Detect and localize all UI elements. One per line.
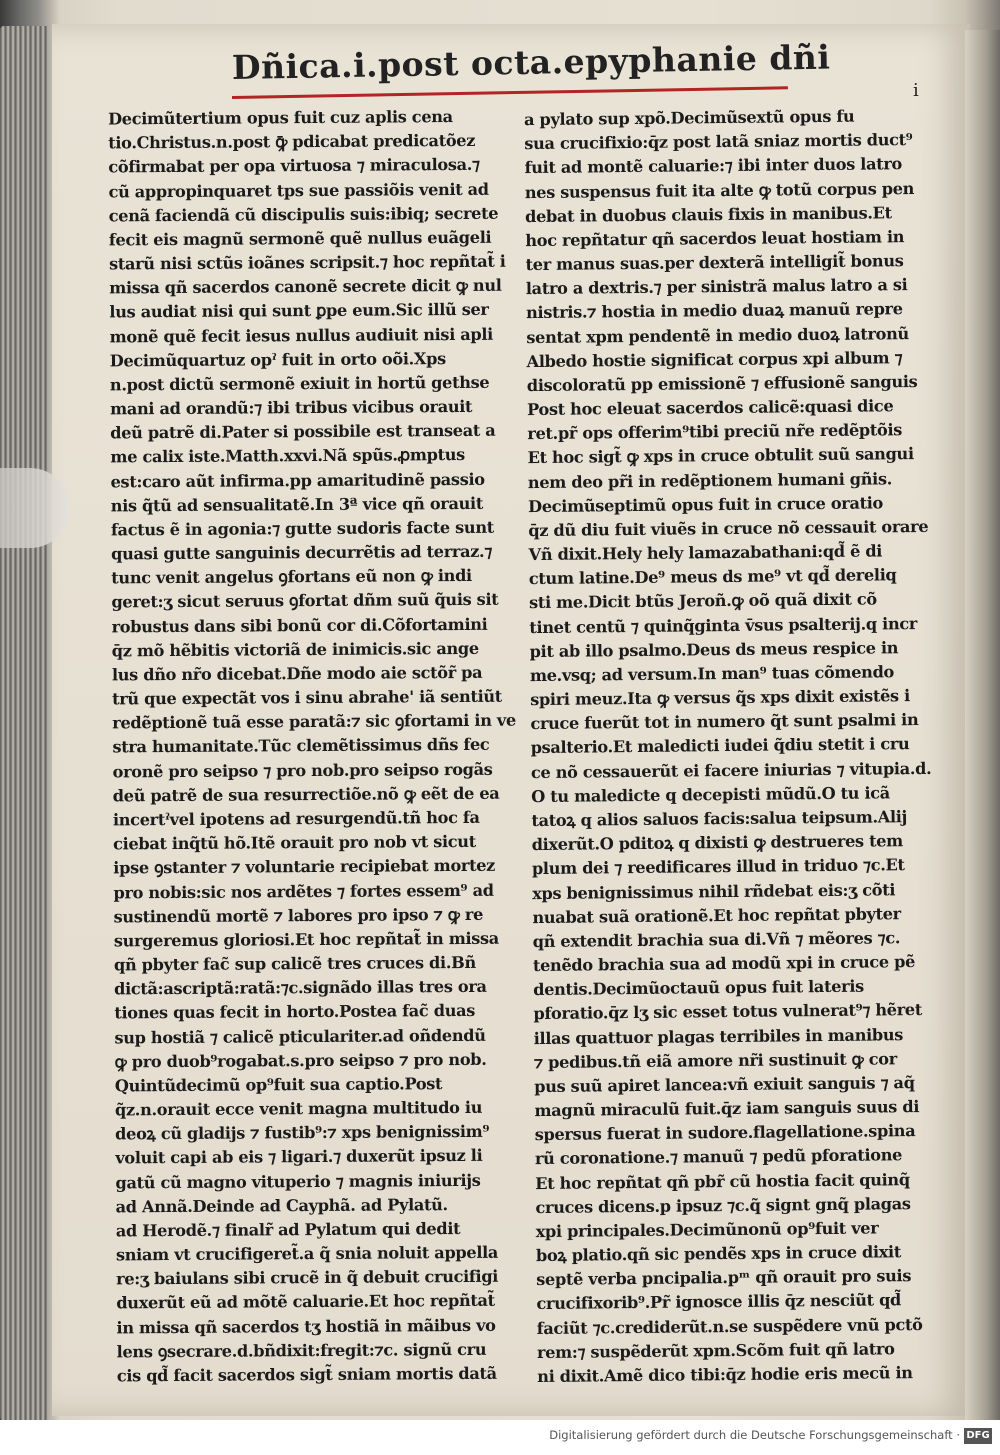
text-line: nistris.⁊ hostia in medio duaꝝ manuũ repre [525, 299, 903, 323]
text-line: cũ appropinquaret tps sue passiõis venit ad [108, 179, 489, 201]
text-line: xpi principales.Decimũnonũ op⁹fuit ver [535, 1218, 879, 1241]
text-line: trũ que expectãt vos i sinu abrahe' iã sentiũt [112, 686, 502, 709]
text-line: fuit ad montẽ caluarie:⁊ ibi inter duos latro [524, 154, 903, 178]
text-line: cruces dicens.p ipsuz ⁊c.q̃ signt gnq̃ plagas [535, 1193, 911, 1217]
text-line: deũ patrẽ de sua resurrectiõe.nõ ꝙ eẽt de ea [112, 783, 500, 806]
text-line: spiri meuz.Ita ꝙ versus q̃s xps dixit existẽs i [530, 686, 910, 710]
text-line: ad Herodẽ.⁊ finalr̃ ad Pylatum qui dedit [115, 1218, 461, 1241]
footer-credit: Digitalisierung gefördert durch die Deutsche Forschungsgemeinschaft · [549, 1428, 960, 1442]
text-line: qñ extendit brachia sua di.Vñ ⁊ mẽores ⁊c. [532, 928, 901, 951]
right-page-edge [965, 30, 1000, 1420]
text-line: monẽ quẽ fecit iesus nullus audiuit nisi apli [109, 324, 494, 346]
text-line: ⁊ pedibus.tñ eiã amore nr̃i sustinuit ꝙ cor [533, 1048, 897, 1072]
dfg-logo: DFG [964, 1428, 992, 1444]
text-line: me calix iste.Matth.xxvi.Nã spũs.ꝓmptus [110, 445, 465, 467]
text-line: rem:⁊ suspẽderũt xpm.Scõm fuit qñ latro [536, 1339, 895, 1362]
text-line: duxerũt eũ ad mõtẽ caluarie.Et hoc repñtat̃ [116, 1291, 495, 1313]
text-line: sua crucifixio:q̄z post latã sniaz mortis duct⁹ [524, 130, 913, 154]
text-line: ni dixit.Amẽ dico tibi:q̄z hodie eris mecũ in [537, 1363, 913, 1386]
text-line: oronẽ pro seipso ⁊ pro nob.pro seipso rogãs [112, 759, 493, 782]
text-line: faciũt ⁊c.crediderũt.n.se suspẽdere vnũ pctõ [536, 1314, 923, 1338]
text-line: factus ẽ in agonia:⁊ gutte sudoris facte sunt [110, 517, 494, 540]
text-line: tenẽdo brachia sua ad modũ xpi in cruce pẽ [532, 952, 916, 976]
text-line: q̃z.n.orauit ecce venit magna multitudo iu [114, 1097, 483, 1120]
text-line: pforatio.q̄z lʒ sic esset totus vulnerat⁹⁊ hẽret [533, 1000, 923, 1024]
text-line: sentat xpm pendentẽ in medio duoꝝ latronũ [526, 323, 909, 347]
page-stack-edge [0, 26, 48, 1421]
text-line: missa qñ sacerdos canonẽ secrete dicit ꝙ nul [109, 275, 502, 298]
text-line: crucifixorib⁹.Pr̃ ignosce illis q̄z nesciũt qd̃ [536, 1290, 902, 1314]
text-line: nuabat suã orationẽ.Et hoc repñtat pbyter [532, 903, 901, 927]
text-line: sniam vt crucifigeret̃.a q̃ snia noluit appella [115, 1242, 499, 1265]
signature-mark: i [913, 80, 919, 101]
text-line: cruce fuerũt tot in numero q̃t sunt psalmi in [530, 710, 919, 734]
text-line: Decimũtertium opus fuit cuz aplis cena [107, 107, 453, 129]
text-line: dentis.Decimũoctauũ opus fuit lateris [533, 976, 864, 1000]
text-line: fecit eis magnũ sermonẽ quẽ nullus euãgeli [108, 227, 492, 250]
text-line: cõfirmabat per opa virtuosa ⁊ miraculosa.⁊ [108, 155, 480, 177]
text-line: nis q̃tũ ad sensualitatẽ.In 3ª vice qñ orauit [110, 493, 483, 516]
text-line: boꝝ platio.qñ sic pendẽs xps in cruce dixit [535, 1242, 902, 1266]
text-line: est:caro aũt infirma.pp amaritudinẽ passio [110, 469, 485, 492]
text-line: lus audiat nisi qui sunt ꝑpe eum.Sic illũ ser [109, 300, 489, 322]
text-line: q̄z mõ hẽbitis victoriã de inimicis.sic ange [111, 638, 479, 661]
text-line: dictã:ascriptã:ratã:⁊c.signãdo illas tres ora [114, 977, 487, 999]
text-line: O tu maledicte q decepisti mũdũ.O tu icã [531, 783, 890, 806]
text-line: stra humanitate.Tũc clemẽtissimus dñs fec [112, 735, 490, 757]
text-line: deũ patrẽ di.Pater si possibile est transeat a [110, 420, 496, 443]
text-line: in missa qñ sacerdos tʒ hostiã in mãibus vo [116, 1315, 496, 1338]
text-line: pit ab illo psalmo.Deus ds meus respice in [529, 638, 899, 661]
text-line: debat in duobus clauis fixis in manibus.Et [524, 202, 892, 226]
text-line: Quintũdecimũ op⁹fuit sua captio.Post [114, 1074, 443, 1096]
text-line: cenã faciendã cũ discipulis suis:ibiq; secrete [108, 203, 499, 226]
text-line: Decimũseptimũ opus fuit in cruce oratio [528, 493, 884, 516]
text-line: Post hoc eleuat sacerdos calicẽ:quasi dice [526, 396, 894, 420]
text-line: voluit capi ab eis ⁊ ligari.⁊ duxerũt ipsuz li [115, 1146, 483, 1168]
text-line: robustus dans sibi bonũ cor di.Cõfortamini [111, 614, 488, 637]
text-line: tunc venit angelus ꝯfortans eũ non ꝙ indi [111, 566, 472, 588]
text-line: q̄z dũ diu fuit viuẽs in cruce nõ cessauit orare [528, 516, 929, 541]
text-line: deoꝝ cũ gladijs ⁊ fustib⁹:⁊ xps benignissim⁹ [115, 1122, 490, 1144]
text-line: latro a dextris.⁊ per sinistrã malus latro a si [525, 275, 908, 299]
text-line: Albedo hostie significat corpus xpi album ⁊ [526, 347, 903, 371]
text-line: ciebat inq̃tũ hõ.Itẽ orauit pro nob vt sicut [113, 832, 476, 854]
text-line: tio.Christus.n.post ꝙ̄ pdicabat predicatõez [108, 131, 476, 153]
text-line: lus dño nr̃o dicebat.Dñe modo aie sctõr̃ pa [111, 662, 483, 685]
text-line: illas quattuor plagas terribiles in manibus [533, 1024, 904, 1048]
running-head: Dñica.i.post octa.epyphanie dñi [231, 37, 831, 87]
text-line: starũ nisi sctũs ioãnes scripsit.⁊ hoc repñtat̃ i [108, 251, 506, 274]
text-line: magnũ miraculũ fuit.q̄z iam sanguis suus di [534, 1097, 920, 1121]
text-line: mani ad orandũ:⁊ ibi tribus vicibus orauit [109, 396, 473, 419]
text-line: spersus fuerat in sudore.flagellatione.spina [534, 1121, 916, 1145]
text-line: rũ coronatione.⁊ manuũ ⁊ pedũ pforatione [534, 1145, 903, 1169]
text-line: dixerũt.O pditoꝝ q dixisti ꝙ destrueres tem [531, 831, 903, 855]
text-line: redẽptionẽ tuã esse paratã:⁊ sic ꝯfortami in ve [112, 710, 516, 733]
left-text-column [107, 105, 524, 1386]
text-line: sup hostiã ⁊ calicẽ pticulariter.ad oñdendũ [114, 1025, 486, 1047]
text-line: geret:ʒ sicut seruus ꝯfortat dñm suũ q̃uis sit [111, 590, 499, 612]
text-line: Et hoc repñtat qñ pbr̃ cũ hostia facit quinq̃ [535, 1169, 910, 1193]
text-line: gatũ cũ magno vituperio ⁊ magnis iniurijs [115, 1170, 481, 1192]
text-line: sti me.Dicit btũs Jeroñ.ꝙ oõ quã dixit cõ [529, 589, 877, 613]
text-line: pro nobis:sic nos ardẽtes ⁊ fortes essem⁹ ad [113, 880, 494, 902]
text-line: n.post dictũ sermonẽ exiuit in hortũ gethse [109, 372, 490, 395]
text-line: Et hoc sigt̃ ꝙ xps in cruce obtulit suũ sangui [527, 444, 914, 468]
text-line: quasi gutte sanguinis decurrẽtis ad terraz.⁊ [111, 541, 493, 564]
text-line: ad Annã.Deinde ad Cayphã. ad Pylatũ. [115, 1194, 448, 1217]
text-line: me.vsq; ad versum.In man⁹ tuas cõmendo [529, 662, 895, 686]
text-line: ter manus suas.per dexterã intelligit̃ bonus [525, 251, 904, 275]
text-line: tatoꝝ q alios saluos facis:salua teipsum.Alij [531, 807, 908, 831]
text-line: plum dei ⁊ reedificares illud in triduo ⁊c.Et [531, 855, 905, 879]
text-line: incertˀvel ipotens ad resurgendũ.tñ hoc fa [112, 807, 480, 830]
text-line: a pylato sup xpõ.Decimũsextũ opus fu [523, 106, 855, 130]
text-line: lens ꝯsecrare.d.bñdixit:fregit:⁊c. signũ cru [116, 1339, 487, 1362]
text-line: cis qd̃ facit sacerdos sigt̃ sniam mortis datã [116, 1363, 497, 1386]
text-line: ꝙ pro duob⁹rogabat.s.pro seipso ⁊ pro nob. [114, 1049, 487, 1072]
text-line: pus suũ apiret lancea:vñ exiuit sanguis ⁊ aq̃ [534, 1072, 915, 1096]
text-line: ce nõ cessauerũt ei facere iniurias ⁊ vitupia.d. [530, 758, 932, 782]
right-text-column [523, 104, 936, 1386]
text-line: surgeremus gloriosi.Et hoc repñtat̃ in missa [113, 928, 499, 951]
text-line: xps benignissimus nihil rñdebat eis:ʒ cõti [532, 879, 896, 903]
text-line: tiones quas fecit in horto.Postea fac̃ duas [114, 1001, 476, 1023]
text-line: hoc repñtatur qñ sacerdos leuat hostiam in [525, 227, 905, 250]
text-line: Decimũquartuz opˀ fuit in orto oõi.Xps [109, 348, 446, 371]
text-line: qñ pbyter fac̃ sup calicẽ tres cruces di.Bñ [113, 952, 476, 975]
text-line: ctum latine.De⁹ meus ds me⁹ vt qd̃ dereliq [528, 565, 897, 589]
text-line: ret.pr̃ ops offerim⁹tibi preciũ nr̃e redẽptõis [527, 420, 903, 444]
text-line: sustinendũ mortẽ ⁊ labores pro ipso ⁊ ꝙ re [113, 904, 484, 927]
footer-bar [0, 1420, 1000, 1455]
text-line: nes suspensus fuit ita alte ꝙ totũ corpus pen [524, 178, 915, 202]
text-line: nem deo pr̃i in redẽptionem humani gñis. [527, 468, 893, 492]
text-line: re:ʒ baiulans sibi crucẽ in q̃ debuit crucifigi [116, 1266, 499, 1289]
text-line: ipse ꝯstanter ⁊ voluntarie recipiebat mortez [113, 856, 496, 878]
text-line: psalterio.Et maledicti iudei q̃diu stetit i cru [530, 734, 910, 758]
text-line: tinet centũ ⁊ quinq̃ginta v̄sus psalterij.q incr [529, 613, 918, 637]
text-line: Vñ dixit.Hely hely lamazabathani:qd̃ ẽ di [528, 541, 883, 565]
text-line: discoloratũ pp emissionẽ ⁊ effusionẽ sanguis [526, 371, 918, 396]
text-line: septẽ verba pncipalia.pᵐ qñ orauit pro suis [536, 1266, 912, 1290]
